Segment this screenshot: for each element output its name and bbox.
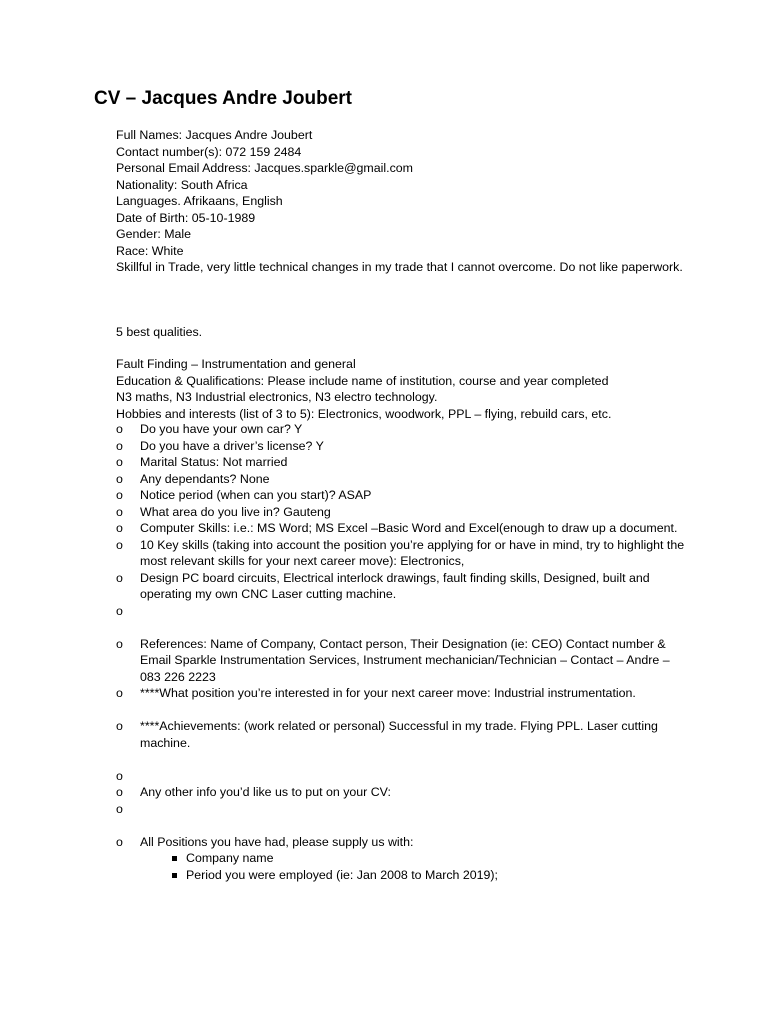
bullet-marker: o [116,834,123,849]
spacer [116,702,686,719]
list-item [116,801,686,818]
list-item-text: Any dependants? None [140,471,270,486]
bullet-marker: o [116,521,123,535]
list-item-text: Do you have your own car? Y [140,422,303,436]
sub-list-item-text: Company name [186,851,274,865]
summary-line: Skillful in Trade, very little technical changes in my trade that I cannot overcome. Do not like paperwork. [116,260,683,274]
list-item-text: ****Achievements: (work related or personal) Successful in my trade. Flying PPL. Laser cutting machine. [140,719,658,750]
list-item-text: Design PC board circuits, Electrical interlock drawings, fault finding skills, Designed, built and operating my own CNC Laser cutting machine. [140,570,650,601]
qualities-heading-block [116,324,686,341]
nationality-line: Nationality: South Africa [116,177,248,192]
qualities-section [116,356,686,422]
list-item-text: All Positions you have had, please supply us with: [140,834,414,849]
sub-list-item-text: Period you were employed (ie: Jan 2008 to March 2019); [186,867,499,882]
languages-line: Languages. Afrikaans, English [116,194,283,208]
race-line: Race: White [116,243,184,258]
document-title: CV – Jacques Andre Joubert [94,88,352,109]
list-item [116,421,686,438]
list-item [116,768,686,785]
list-item [116,487,686,504]
qualities-heading: 5 best qualities. [116,325,203,339]
list-item-text: ****What position you’re interested in for your next career move: Industrial instrumentation. [140,686,636,700]
list-item [116,438,686,455]
list-item-text: Computer Skills: i.e.: MS Word; MS Excel –Basic Word and Excel(enough to draw up a document. [140,521,678,535]
education-line: Education & Qualifications: Please include name of institution, course and year completed [116,373,609,388]
list-item [116,636,686,686]
list-item [116,603,686,620]
spacer [116,817,686,834]
list-item [116,504,686,521]
bullet-marker: o [116,785,123,799]
bullet-marker: o [116,686,123,700]
spacer [116,751,686,768]
list-item-text: Notice period (when can you start)? ASAP [140,488,372,502]
bullet-marker: o [116,537,123,552]
gender-line: Gender: Male [116,227,192,241]
list-item-text: Any other info you’d like us to put on your CV: [140,785,391,799]
bullet-marker: o [116,455,123,469]
bullet-marker: o [116,768,123,783]
list-item-text: What area do you live in? Gauteng [140,504,331,519]
sub-list-item [116,867,686,884]
square-bullet-icon [172,856,177,861]
bullet-marker: o [116,603,123,618]
questions-list [116,421,686,883]
list-item [116,537,686,570]
list-item-text: Marital Status: Not married [140,455,288,469]
spacer [116,619,686,636]
bullet-marker: o [116,438,123,453]
contact-number-line: Contact number(s): 072 159 2484 [116,144,302,159]
fault-finding-line: Fault Finding – Instrumentation and general [116,357,356,371]
bullet-marker: o [116,488,123,502]
bullet-marker: o [116,422,123,436]
list-item [116,471,686,488]
list-item [116,834,686,851]
list-item-text: 10 Key skills (taking into account the position you’re applying for or have in mind, try to highlight the most relevant skills for your next career move): Electronics, [140,537,685,568]
bullet-marker: o [116,636,123,651]
list-item [116,570,686,603]
bullet-marker: o [116,801,123,816]
list-item [116,784,686,801]
hobbies-line: Hobbies and interests (list of 3 to 5): Electronics, woodwork, PPL – flying, rebuild cars, etc. [116,406,612,421]
square-bullet-icon [172,873,177,878]
list-item [116,520,686,537]
full-names-line: Full Names: Jacques Andre Joubert [116,128,313,142]
list-item [116,718,686,751]
bullet-marker: o [116,570,123,585]
sub-list-item [116,850,686,867]
bullet-marker: o [116,719,123,733]
bullet-marker: o [116,504,123,519]
list-item-text: Do you have a driver’s license? Y [140,438,324,453]
email-line: Personal Email Address: Jacques.sparkle@gmail.com [116,161,413,175]
personal-details [116,127,686,276]
date-of-birth-line: Date of Birth: 05-10-1989 [116,210,256,225]
list-item [116,685,686,702]
list-item-text: References: Name of Company, Contact person, Their Designation (ie: CEO) Contact number & Email Sparkle Instrumentation Services, Instrument mechanician/Technician – Contact – Andre – 083 226 2223 [140,636,670,684]
qualifications-line: N3 maths, N3 Industrial electronics, N3 electro technology. [116,390,438,404]
list-item [116,454,686,471]
bullet-marker: o [116,471,123,486]
